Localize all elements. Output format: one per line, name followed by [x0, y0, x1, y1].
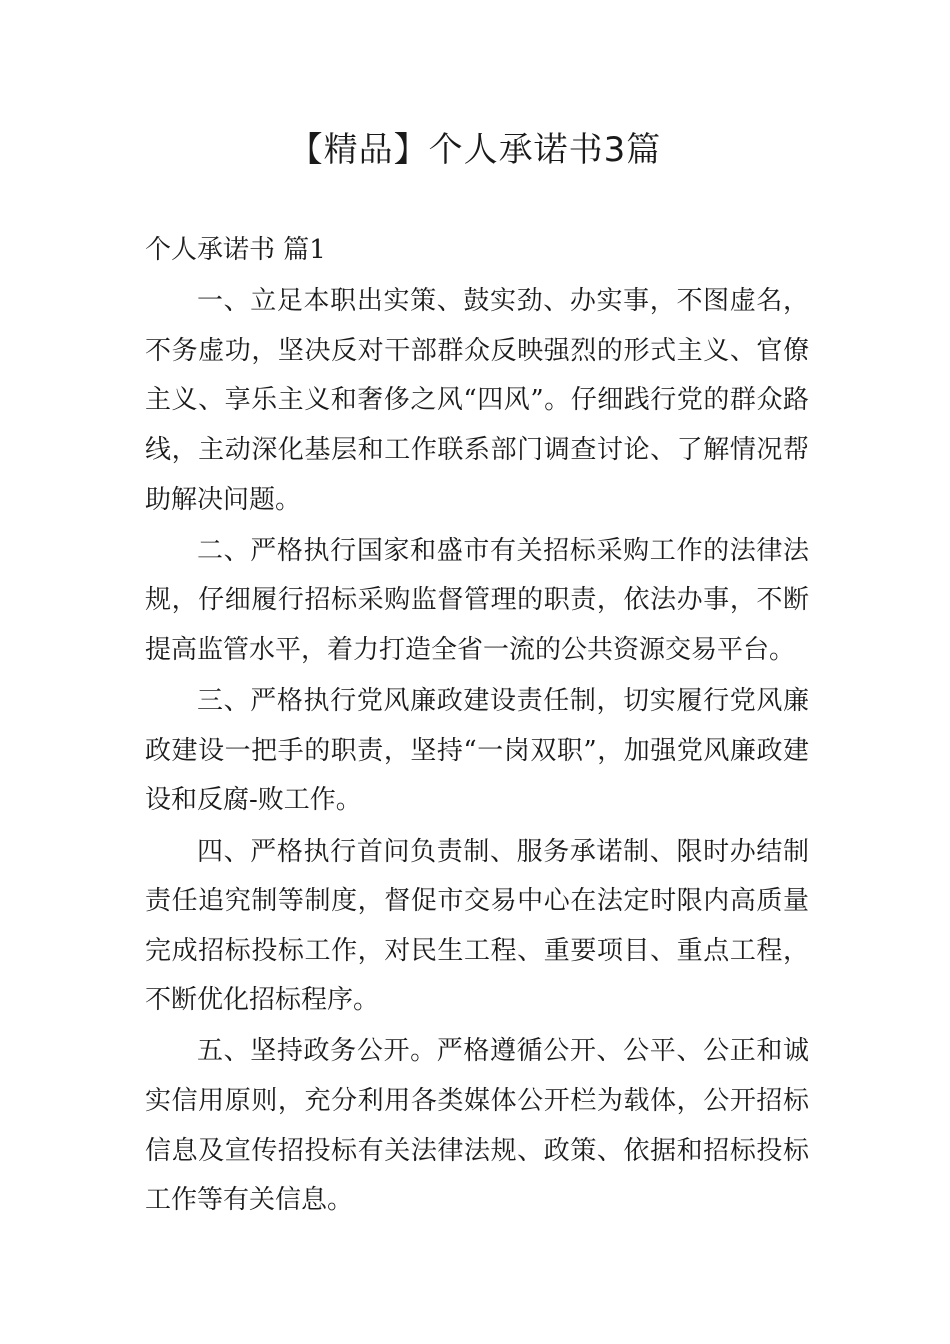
paragraph-5: 五、坚持政务公开。严格遵循公开、公平、公正和诚实信用原则，充分利用各类媒体公开栏为载体，公开招标信息及宣传招投标有关法律法规、政策、依据和招标投标工作等有关信息。 [145, 1036, 809, 1216]
paragraph-2: 二、严格执行国家和盛市有关招标采购工作的法律法规，仔细履行招标采购监督管理的职责，依法办事，不断提高监管水平，着力打造全省一流的公共资源交易平台。 [145, 535, 809, 665]
document-body [145, 226, 809, 1227]
section-heading: 个人承诺书 篇1 [145, 235, 326, 265]
paragraph-3: 三、严格执行党风廉政建设责任制，切实履行党风廉政建设一把手的职责，坚持“一岗双职”，加强党风廉政建设和反腐-败工作。 [145, 686, 809, 816]
paragraph-1: 一、立足本职出实策、鼓实劲、办实事，不图虚名，不务虚功，坚决反对干部群众反映强烈的形式主义、官僚主义、享乐主义和奢侈之风“四风”。仔细践行党的群众路线，主动深化基层和工作联系部门调查讨论、了解情况帮助解决问题。 [145, 286, 809, 515]
paragraph-4: 四、严格执行首问负责制、服务承诺制、限时办结制责任追究制等制度，督促市交易中心在法定时限内高质量完成招标投标工作，对民生工程、重要项目、重点工程，不断优化招标程序。 [145, 836, 809, 1016]
document-title: 【精品】个人承诺书3篇 [288, 130, 662, 170]
